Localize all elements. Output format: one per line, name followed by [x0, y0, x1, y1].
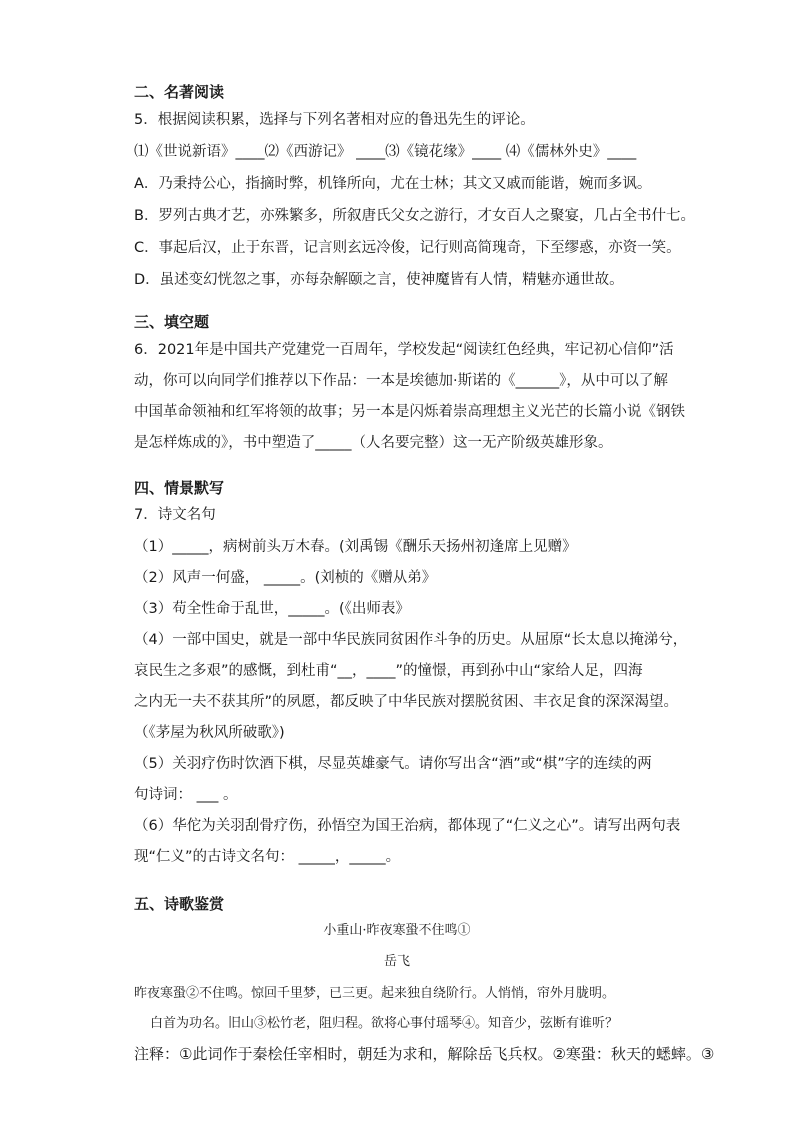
question-7-line: （6）华佗为关羽刮骨疗伤，孙悟空为国王治病，都体现了“仁义之心”。请写出两句表	[134, 818, 681, 834]
option-b: B．罗列古典才艺，亦殊繁多，所叙唐氏父女之游行，才女百人之聚宴，几占全书什七。	[134, 208, 695, 224]
question-7-line: （2）风声一何盛， _____。(刘桢的《赠从弟》	[134, 570, 437, 586]
option-a: A．乃秉持公心，指摘时弊，机锋所向，尤在士林；其文又戚而能谐，婉而多讽。	[134, 176, 652, 192]
question-7-line: 哀民生之多艰”的感慨，到杜甫“__，____”的憧憬，再到孙中山“家给人足，四海	[134, 663, 643, 679]
poem-title: 小重山·昨夜寒蛩不住鸣①	[323, 923, 471, 938]
question-7-line: （1）_____，病树前头万木春。(刘禹锡《酬乐天扬州初逢席上见赠》	[134, 539, 577, 555]
question-7-line: 句诗词： ___ 。	[134, 787, 238, 803]
poem-line: 白首为功名。旧山③松竹老，阻归程。欲将心事付瑶琴④。知音少，弦断有谁听？	[150, 1016, 619, 1031]
section-heading-2: 二、名著阅读	[134, 83, 225, 101]
question-7-line: （5）关羽疗伤时饮酒下棋，尽显英雄豪气。请你写出含“酒”或“棋”字的连续的两	[134, 756, 652, 772]
question-7-line: （3）苟全性命于乱世，_____。(《出师表》	[134, 601, 410, 617]
option-c: C．事起后汉，止于东晋，记言则玄远冷俊，记行则高简瑰奇，下至缪惑，亦资一笑。	[134, 240, 681, 256]
poem-note: 注释：①此词作于秦桧任宰相时，朝廷为求和，解除岳飞兵权。②寒蛩：秋天的蟋蟀。③	[134, 1045, 715, 1063]
question-6-line: 6．2021年是中国共产党建党一百周年，学校发起“阅读红色经典，牢记初心信仰”活	[134, 342, 674, 358]
question-6-line: 中国革命领袖和红军将领的故事；另一本是闪烁着崇高理想主义光芒的长篇小说《钢铁	[134, 404, 685, 420]
question-6-line: 是怎样炼成的》，书中塑造了_____（人名要完整）这一无产阶级英雄形象。	[134, 435, 613, 451]
question-6-line: 动，你可以向同学们推荐以下作品：一本是埃德加·斯诺的《______》，从中可以了解	[134, 373, 668, 389]
question-7-line: （《茅屋为秋风所破歌》)	[134, 725, 285, 741]
question-7: 7．诗文名句	[134, 507, 216, 523]
poem-line: 昨夜寒蛩②不住鸣。惊回千里梦，已三更。起来独自绕阶行。人悄悄，帘外月胧明。	[134, 986, 616, 1001]
option-d: D．虽述变幻恍忽之事，亦每杂解颐之言，使神魔皆有人情，精魅亦通世故。	[134, 272, 624, 288]
section-heading-4: 四、情景默写	[134, 479, 225, 497]
section-heading-5: 五、诗歌鉴赏	[134, 895, 225, 913]
question-5-items: ⑴《世说新语》____⑵《西游记》 ____⑶《镜花缘》____ ⑷《儒林外史》____	[134, 144, 637, 160]
question-5: 5．根据阅读积累，选择与下列名著相对应的鲁迅先生的评论。	[134, 112, 535, 128]
poem-author: 岳飞	[383, 954, 410, 969]
question-7-line: 之内无一夫不获其所”的夙愿，都反映了中华民族对摆脱贫困、丰衣足食的深深渴望。	[134, 694, 679, 710]
question-7-line: （4）一部中国史，就是一部中华民族同贫困作斗争的历史。从屈原“长太息以掩涕兮，	[134, 632, 688, 648]
question-7-line: 现“仁义”的古诗文名句： _____，_____。	[134, 849, 401, 865]
section-heading-3: 三、填空题	[134, 313, 210, 331]
